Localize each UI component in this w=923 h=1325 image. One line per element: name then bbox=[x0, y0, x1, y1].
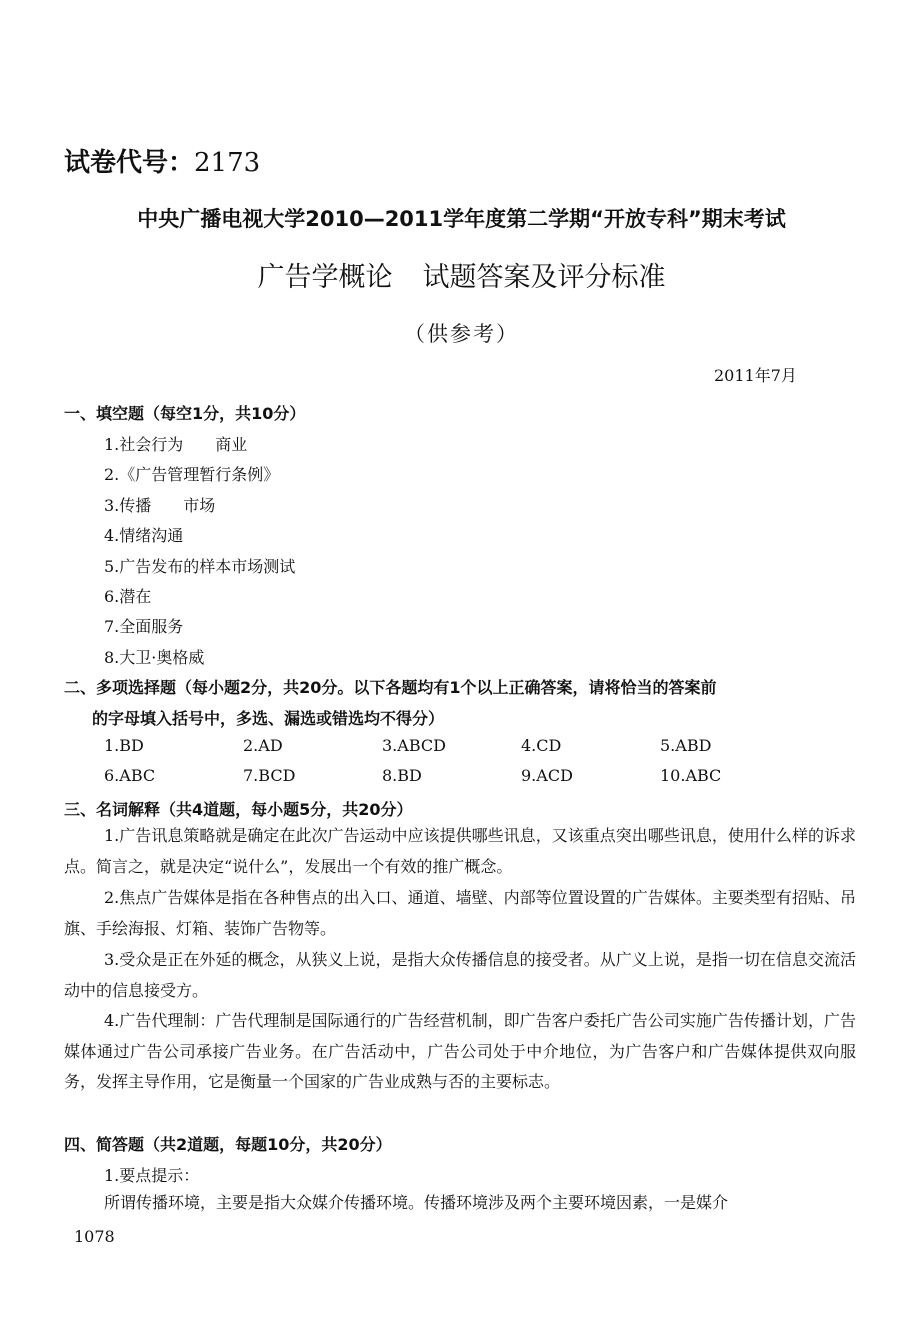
page-number: 1078 bbox=[74, 1227, 115, 1246]
fill-blank-answer-5: 5.广告发布的样本市场测试 bbox=[104, 557, 296, 576]
term-definition-4: 4.广告代理制：广告代理制是国际通行的广告经营机制，即广告客户委托广告公司实施广告传播计划，广告媒体通过广告公司承接广告业务。在广告活动中，广告公司处于中介地位，为广告客户和广告媒体提供双向服务，发挥主导作用，它是衡量一个国家的广告业成熟与否的主要标志。 bbox=[64, 1011, 856, 1091]
mc-answer: 4.CD bbox=[521, 736, 562, 755]
reference-note: （供参考） bbox=[404, 322, 519, 346]
paper-code bbox=[64, 142, 260, 179]
mc-answer: 1.BD bbox=[104, 736, 144, 755]
term-definition-2: 2.焦点广告媒体是指在各种售点的出入口、通道、墙壁、内部等位置设置的广告媒体。主要类型有招贴、吊旗、手绘海报、灯箱、装饰广告物等。 bbox=[64, 888, 856, 938]
term-definition-3: 3.受众是正在外延的概念，从狭义上说，是指大众传播信息的接受者。从广义上说，是指一切在信息交流活动中的信息接受方。 bbox=[64, 950, 856, 1000]
fill-blank-answer-8: 8.大卫·奥格威 bbox=[104, 648, 205, 667]
section-4-heading: 四、简答题（共2道题，每题10分，共20分） bbox=[64, 1135, 392, 1154]
mc-answer: 3.ABCD bbox=[382, 736, 446, 755]
answer-text: 1.社会行为 bbox=[104, 435, 184, 454]
fill-blank-answer-4: 4.情绪沟通 bbox=[104, 526, 184, 545]
mc-answer: 7.BCD bbox=[243, 766, 296, 785]
fill-blank-answer-3 bbox=[104, 493, 215, 516]
mc-answer: 10.ABC bbox=[660, 766, 722, 785]
section-2-heading-line-2: 的字母填入括号中，多选、漏选或错选均不得分） bbox=[92, 708, 445, 728]
multiple-choice-row-2 bbox=[104, 766, 844, 785]
mc-answer: 5.ABD bbox=[660, 736, 712, 755]
mc-answer: 2.AD bbox=[243, 736, 283, 755]
answer-text-2: 市场 bbox=[183, 496, 216, 515]
multiple-choice-row-1 bbox=[104, 736, 844, 755]
paper-code-value: 2173 bbox=[194, 148, 261, 178]
section-3-heading: 三、名词解释（共4道题，每小题5分，共20分） bbox=[64, 800, 413, 819]
fill-blank-answer-2: 2.《广告管理暂行条例》 bbox=[104, 465, 280, 484]
short-answer-paragraph: 所谓传播环境，主要是指大众媒介传播环境。传播环境涉及两个主要环境因素，一是媒介 bbox=[104, 1193, 729, 1212]
exam-title: 中央广播电视大学2010—2011学年度第二学期“开放专科”期末考试 bbox=[137, 207, 786, 231]
answer-point-label: 1.要点提示： bbox=[104, 1166, 200, 1185]
term-definition-1: 1.广告讯息策略就是确定在此次广告运动中应该提供哪些讯息，又该重点突出哪些讯息，使用什么样的诉求点。简言之，就是决定“说什么”，发展出一个有效的推广概念。 bbox=[64, 826, 856, 876]
section-2-heading bbox=[64, 673, 856, 734]
fill-blank-answer-1 bbox=[104, 432, 247, 455]
section-2-heading-line-1: 二、多项选择题（每小题2分，共20分。以下各题均有1个以上正确答案，请将恰当的答案前 bbox=[64, 678, 717, 697]
mc-answer: 9.ACD bbox=[521, 766, 573, 785]
document-type: 试题答案及评分标准 bbox=[422, 262, 666, 293]
answer-text-2: 商业 bbox=[215, 435, 248, 454]
exam-date: 2011年7月 bbox=[714, 366, 797, 385]
mc-answer: 6.ABC bbox=[104, 766, 156, 785]
paper-code-label: 试卷代号： bbox=[64, 148, 195, 178]
fill-blank-answer-7: 7.全面服务 bbox=[104, 617, 184, 636]
mc-answer: 8.BD bbox=[382, 766, 422, 785]
subject-name: 广告学概论 bbox=[257, 262, 393, 293]
subject-title bbox=[0, 255, 923, 294]
answer-text: 3.传播 bbox=[104, 496, 152, 515]
section-1-heading: 一、填空题（每空1分，共10分） bbox=[64, 404, 306, 423]
fill-blank-answer-6: 6.潜在 bbox=[104, 587, 152, 606]
